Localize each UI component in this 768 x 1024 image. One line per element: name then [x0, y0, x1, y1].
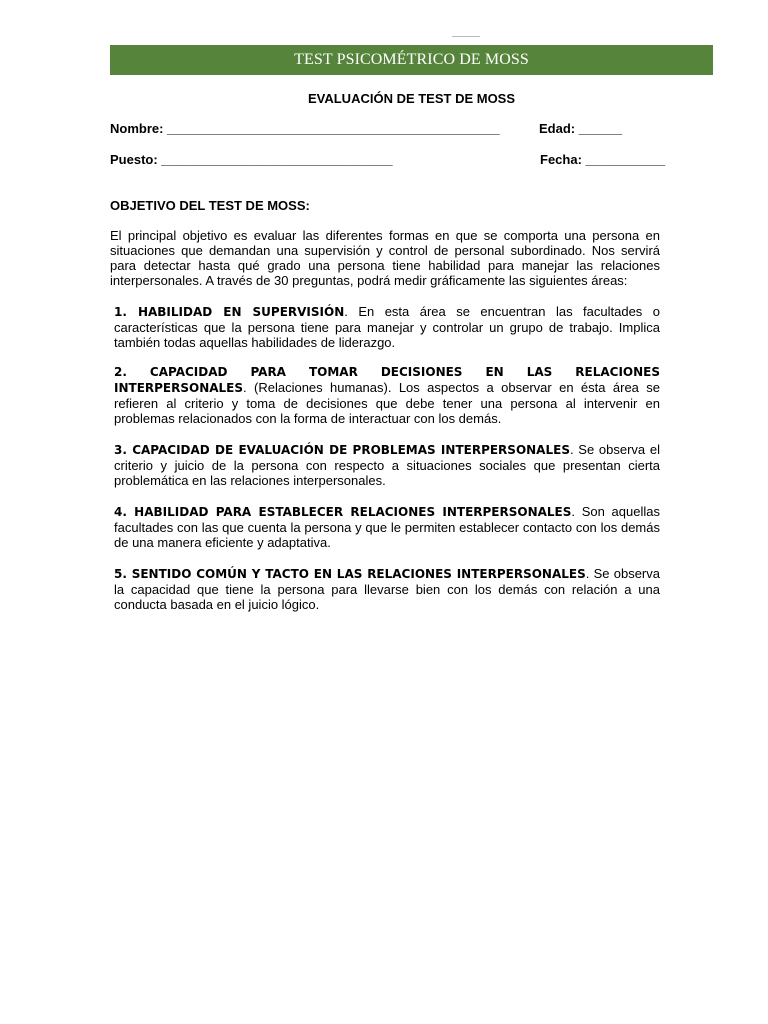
nombre-field: Nombre: ______________________________________________	[110, 121, 500, 136]
area-text: . (Relaciones humanas). Los aspectos a observar en ésta área se refieren al criterio y toma de decisiones que debe tener una persona al intervenir en problemas relacionados con la forma de interactuar con los demás.	[114, 380, 660, 426]
area-item	[114, 504, 660, 550]
area-text: . En esta área se encuentran las facultades o características que la persona tiene para manejar y controlar un grupo de trabajo. Implica también todas aquellas habilidades de liderazgo.	[114, 304, 661, 350]
area-title: 1. HABILIDAD EN SUPERVISIÓN	[114, 305, 345, 319]
puesto-field: Puesto: ________________________________	[110, 152, 393, 167]
area-text: . Se observa la capacidad que tiene la persona para llevarse bien con los demás con relación a una conducta basada en el juicio lógico.	[114, 566, 660, 612]
objective-intro: El principal objetivo es evaluar las diferentes formas en que se comporta una persona en situaciones que demandan una supervisión y control de personal subordinado. Nos servirá para detectar hasta qué grado una persona tiene habilidad para manejar las relaciones interpersonales. A través de 30 preguntas, podrá medir gráficamente las siguientes áreas:	[110, 228, 660, 288]
edad-field: Edad: ______	[539, 121, 623, 136]
title-banner	[110, 45, 713, 75]
objective-heading: OBJETIVO DEL TEST DE MOSS:	[110, 198, 310, 213]
area-item	[114, 304, 660, 350]
area-text: . Son aquellas facultades con las que cuenta la persona y que le permiten establecer contacto con los demás de una manera eficiente y adaptativa.	[114, 504, 660, 550]
area-title: 2. CAPACIDAD PARA TOMAR DECISIONES EN LAS RELACIONES INTERPERSONALES	[114, 365, 660, 395]
area-item	[114, 364, 660, 426]
fecha-field: Fecha: ___________	[540, 152, 666, 167]
form-row-puesto-fecha	[110, 152, 666, 197]
areas-list	[110, 304, 660, 612]
area-item	[114, 566, 660, 612]
area-item	[114, 442, 660, 488]
area-title: 4. HABILIDAD PARA ESTABLECER RELACIONES INTERPERSONALES	[114, 505, 572, 519]
objective-section	[110, 198, 660, 626]
header-rule	[452, 36, 480, 37]
document-subtitle: EVALUACIÓN DE TEST DE MOSS	[307, 91, 516, 106]
banner-title: TEST PSICOMÉTRICO DE MOSS	[294, 51, 529, 68]
area-title: 5. SENTIDO COMÚN Y TACTO EN LAS RELACIONES INTERPERSONALES	[114, 567, 586, 581]
area-title: 3. CAPACIDAD DE EVALUACIÓN DE PROBLEMAS INTERPERSONALES	[114, 443, 570, 457]
area-text: . Se observa el criterio y juicio de la persona con respecto a situaciones sociales que presentan cierta problemática en las relaciones interpersonales.	[114, 442, 661, 488]
